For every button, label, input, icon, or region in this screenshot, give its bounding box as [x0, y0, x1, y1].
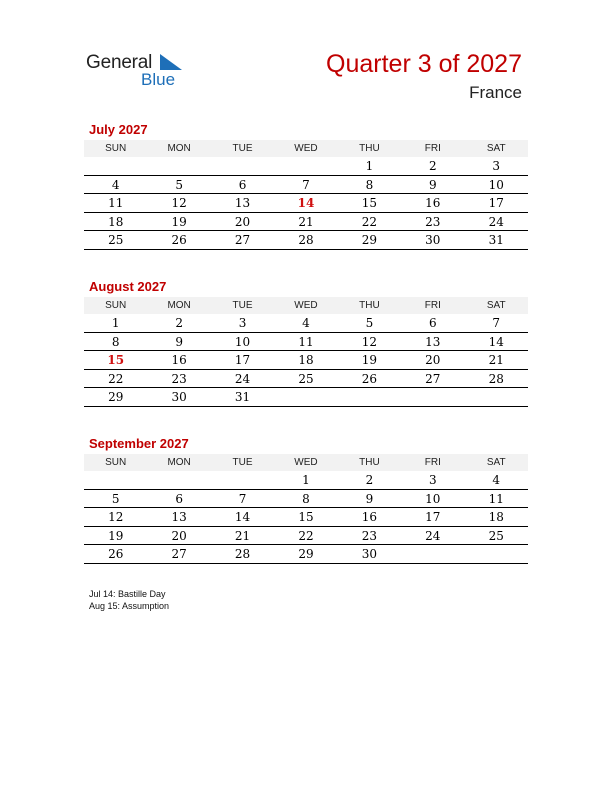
day-cell: 7 [492, 316, 501, 330]
week-row [84, 370, 528, 389]
day-cell: 30 [171, 390, 187, 404]
day-cell [465, 545, 528, 563]
day-cell: 15 [298, 510, 314, 524]
day-cell: 19 [361, 353, 378, 367]
day-cell: 9 [365, 491, 374, 506]
day-cell [84, 157, 147, 175]
day-cell: 5 [175, 177, 183, 192]
day-cell: 1 [302, 473, 310, 487]
day-cell: 22 [298, 528, 314, 543]
day-cell: 26 [108, 547, 124, 561]
week-row [84, 213, 528, 232]
day-cell: 20 [425, 353, 441, 367]
day-cell: 11 [298, 334, 314, 349]
day-cell: 13 [171, 510, 187, 524]
weekday-label: SUN [105, 457, 127, 468]
day-cell: 30 [361, 547, 378, 561]
day-cell: 7 [302, 177, 310, 192]
day-cell: 2 [365, 473, 374, 487]
day-cell: 26 [171, 233, 187, 247]
day-cell: 25 [488, 528, 504, 543]
weekday-label: THU [359, 300, 380, 311]
day-cell: 11 [488, 491, 504, 506]
day-cell: 8 [365, 177, 374, 192]
week-row [84, 176, 528, 195]
day-cell [211, 157, 274, 175]
day-cell: 16 [425, 196, 441, 210]
day-cell: 21 [488, 353, 504, 367]
day-cell: 10 [234, 334, 251, 349]
day-cell: 25 [108, 233, 124, 247]
day-cell: 27 [425, 371, 441, 386]
day-cell: 14 [297, 196, 315, 210]
week-row [84, 527, 528, 546]
day-cell: 27 [171, 547, 187, 561]
week-row [84, 490, 528, 509]
month-august [84, 279, 528, 407]
weekday-label: FRI [424, 457, 441, 468]
weekday-label: FRI [424, 143, 441, 154]
day-cell: 11 [108, 196, 124, 210]
day-cell: 4 [111, 177, 120, 192]
weekday-label: WED [294, 143, 318, 154]
month-title: July 2027 [89, 122, 148, 137]
day-cell: 2 [175, 316, 183, 330]
week-row [84, 471, 528, 490]
weekday-label: TUE [232, 143, 253, 154]
day-cell: 21 [234, 528, 251, 543]
day-cell: 19 [171, 214, 187, 229]
day-cell: 23 [171, 371, 187, 386]
weekday-label: TUE [232, 457, 253, 468]
day-cell [465, 388, 528, 406]
weekday-label: WED [294, 300, 318, 311]
weekday-label: SAT [486, 143, 506, 154]
day-cell [274, 157, 337, 175]
day-cell: 28 [234, 547, 251, 561]
day-cell: 18 [298, 353, 314, 367]
day-cell: 5 [365, 316, 374, 330]
day-cell: 10 [425, 491, 441, 506]
day-cell: 29 [361, 233, 378, 247]
week-row [84, 508, 528, 527]
weekday-header [84, 297, 528, 314]
day-cell: 9 [429, 177, 437, 192]
country-label: France [469, 83, 522, 102]
day-cell: 1 [111, 316, 120, 330]
generalblue-logo [86, 52, 196, 92]
day-cell: 6 [175, 491, 183, 506]
day-cell: 22 [361, 214, 378, 229]
day-cell: 29 [298, 547, 314, 561]
holiday-note: Jul 14: Bastille Day [89, 589, 166, 599]
day-cell: 27 [234, 233, 251, 247]
day-cell [401, 545, 464, 563]
weekday-label: TUE [232, 300, 253, 311]
weekday-label: SAT [486, 457, 506, 468]
day-cell: 2 [429, 159, 437, 173]
holiday-notes [89, 588, 169, 612]
day-cell: 6 [429, 316, 437, 330]
day-cell: 25 [298, 371, 314, 386]
day-cell: 14 [488, 334, 504, 349]
day-cell: 31 [234, 390, 251, 404]
logo-blue-text: Blue [141, 70, 176, 89]
day-cell: 12 [361, 334, 378, 349]
day-cell: 20 [171, 528, 187, 543]
day-cell: 3 [492, 159, 501, 173]
weekday-label: WED [294, 457, 318, 468]
day-cell: 13 [425, 334, 441, 349]
weekday-label: SAT [486, 300, 506, 311]
day-cell: 17 [425, 510, 441, 524]
day-cell: 16 [361, 510, 378, 524]
week-row [84, 231, 528, 250]
day-cell: 28 [298, 233, 314, 247]
day-cell [211, 471, 274, 489]
week-row [84, 157, 528, 176]
weekday-label: SUN [105, 143, 127, 154]
day-cell: 28 [488, 371, 504, 386]
day-cell: 4 [302, 316, 310, 330]
day-cell: 1 [365, 159, 374, 173]
day-cell: 10 [488, 177, 504, 192]
weekday-label: THU [359, 457, 380, 468]
month-september [84, 436, 528, 564]
day-cell: 13 [234, 196, 251, 210]
day-cell: 22 [108, 371, 124, 386]
week-row [84, 194, 528, 213]
week-row [84, 388, 528, 407]
holiday-note: Aug 15: Assumption [89, 601, 170, 611]
day-cell: 21 [298, 214, 314, 229]
week-row [84, 351, 528, 370]
day-cell [147, 157, 210, 175]
day-cell: 23 [361, 528, 378, 543]
day-cell: 8 [111, 334, 120, 349]
week-row [84, 545, 528, 564]
day-cell: 17 [234, 353, 251, 367]
day-cell: 24 [234, 371, 251, 386]
day-cell [274, 388, 337, 406]
day-cell: 15 [361, 196, 378, 210]
day-cell: 8 [302, 491, 310, 506]
day-cell: 24 [425, 528, 441, 543]
day-cell: 4 [492, 473, 501, 487]
day-cell: 24 [488, 214, 504, 229]
day-cell: 18 [108, 214, 124, 229]
month-title: August 2027 [89, 279, 167, 294]
weekday-label: THU [359, 143, 380, 154]
day-cell: 17 [488, 196, 504, 210]
day-cell: 3 [238, 316, 247, 330]
weekday-header [84, 454, 528, 471]
day-cell: 19 [108, 528, 124, 543]
day-cell: 26 [361, 371, 378, 386]
month-title: September 2027 [89, 436, 189, 451]
day-cell: 29 [108, 390, 124, 404]
day-cell [147, 471, 210, 489]
day-cell: 14 [234, 510, 251, 524]
page-title: Quarter 3 of 2027 [326, 50, 522, 78]
weekday-label: MON [167, 457, 191, 468]
day-cell: 3 [429, 473, 437, 487]
day-cell: 15 [107, 353, 125, 367]
day-cell: 16 [171, 353, 187, 367]
logo-triangle-icon [160, 54, 182, 70]
week-row [84, 314, 528, 333]
day-cell: 18 [488, 510, 504, 524]
weekday-label: SUN [105, 300, 127, 311]
day-cell: 6 [238, 177, 247, 192]
month-july [84, 122, 528, 250]
day-cell [338, 388, 401, 406]
day-cell: 9 [175, 334, 183, 349]
weekday-label: MON [167, 300, 191, 311]
day-cell: 23 [425, 214, 441, 229]
day-cell: 31 [488, 233, 504, 247]
day-cell [401, 388, 464, 406]
logo-general-text: General [86, 52, 153, 73]
day-cell: 12 [108, 510, 124, 524]
weekday-label: FRI [424, 300, 441, 311]
day-cell: 12 [171, 196, 187, 210]
week-row [84, 333, 528, 352]
day-cell: 20 [234, 214, 251, 229]
day-cell: 5 [111, 491, 120, 506]
weekday-label: MON [167, 143, 191, 154]
weekday-header [84, 140, 528, 157]
day-cell: 30 [425, 233, 441, 247]
day-cell: 7 [238, 491, 247, 506]
day-cell [84, 471, 147, 489]
